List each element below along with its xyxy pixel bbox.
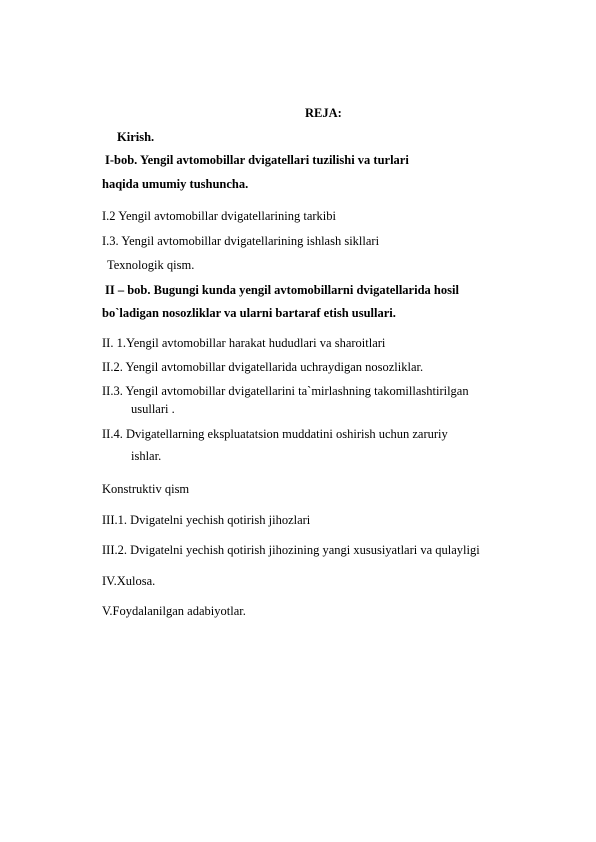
- toc-line-1-3: I.3. Yengil avtomobillar dvigatellarining ishlash sikllari: [102, 234, 380, 248]
- toc-line-1-2: I.2 Yengil avtomobillar dvigatellarining tarkibi: [102, 209, 336, 223]
- toc-line-konstruktiv: Konstruktiv qism: [102, 482, 190, 496]
- toc-line-chapter-2-cont: bo`ladigan nosozliklar va ularni bartaraf etish usullari.: [102, 306, 396, 320]
- toc-line-2-2: II.2. Yengil avtomobillar dvigatellarida uchraydigan nosozliklar.: [102, 360, 424, 374]
- toc-line-adabiyotlar: V.Foydalanilgan adabiyotlar.: [102, 604, 246, 618]
- toc-line-chapter-1-cont: haqida umumiy tushuncha.: [102, 177, 249, 191]
- toc-line-texnologik: Texnologik qism.: [107, 258, 195, 272]
- toc-line-xulosa: IV.Xulosa.: [102, 574, 156, 588]
- toc-line-3-1: III.1. Dvigatelni yechish qotirish jihozlari: [102, 513, 311, 527]
- toc-line-kirish: Kirish.: [117, 130, 155, 144]
- toc-line-chapter-1: I-bob. Yengil avtomobillar dvigatellari tuzilishi va turlari: [105, 153, 409, 167]
- toc-line-2-1: II. 1.Yengil avtomobillar harakat hududlari va sharoitlari: [102, 336, 386, 350]
- toc-line-2-3: II.3. Yengil avtomobillar dvigatellarini ta`mirlashning takomillashtirilgan: [102, 384, 469, 398]
- toc-line-2-4-cont: ishlar.: [131, 449, 162, 463]
- document-title: REJA:: [305, 106, 342, 120]
- toc-line-chapter-2: II – bob. Bugungi kunda yengil avtomobillarni dvigatellarida hosil: [105, 283, 459, 297]
- toc-line-3-2: III.2. Dvigatelni yechish qotirish jihozining yangi xususiyatlari va qulayligi: [102, 543, 480, 557]
- toc-line-2-3-cont: usullari .: [131, 402, 175, 416]
- toc-line-2-4: II.4. Dvigatellarning ekspluatatsion muddatini oshirish uchun zaruriy: [102, 427, 448, 441]
